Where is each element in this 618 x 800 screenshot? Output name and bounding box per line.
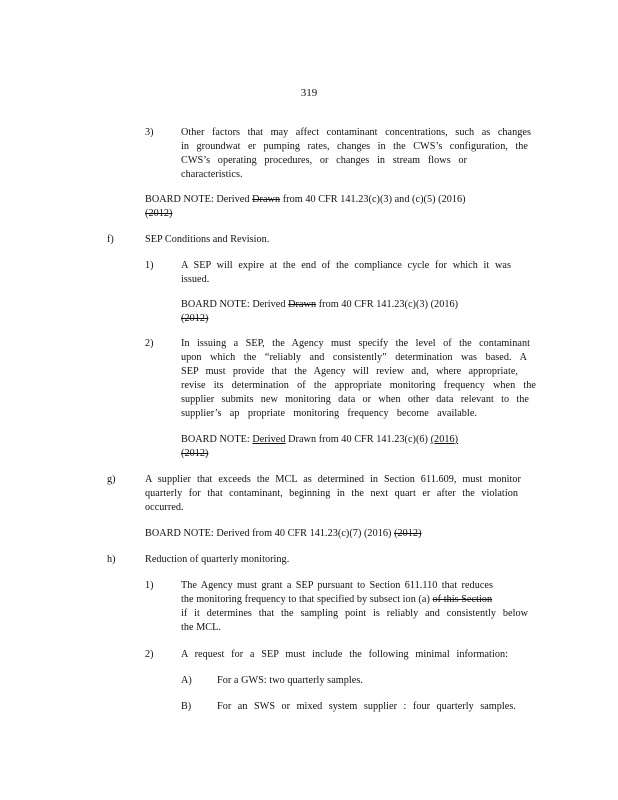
item-label: 2): [145, 649, 154, 660]
paragraph-line: the monitoring frequency to that specified by subsect ion (a) of this Section: [181, 594, 493, 605]
item-label: 1): [145, 260, 154, 271]
section-heading: SEP Conditions and Revision.: [145, 234, 270, 245]
subitem-label: A): [181, 675, 192, 686]
paragraph-line: supplier’s ap propriate monitoring frequency become available.: [181, 408, 477, 419]
deleted-text: (2012): [394, 528, 422, 539]
paragraph-line: SEP must provide that the Agency will review and, where appropriate,: [181, 366, 518, 377]
item-label: 1): [145, 580, 154, 591]
subitem-label: B): [181, 701, 192, 712]
section-label: h): [107, 554, 116, 565]
paragraph-line: In issuing a SEP, the Agency must specify the level of the contaminant: [181, 338, 530, 349]
paragraph-line: Other factors that may affect contaminant concentrations, such as changes: [181, 127, 531, 138]
paragraph-line: For a GWS: two quarterly samples.: [217, 675, 363, 686]
paragraph-line: revise its determination of the appropriate monitoring frequency when the: [181, 380, 536, 391]
section-label: g): [107, 474, 116, 485]
paragraph-line: upon which the “reliably and consistently” determination was based. A: [181, 352, 527, 363]
board-note: BOARD NOTE: Derived Drawn from 40 CFR 141.23(c)(3) (2016): [181, 299, 459, 310]
paragraph-line: if it determines that the sampling point is reliably and consistently below: [181, 608, 528, 619]
paragraph-line: A supplier that exceeds the MCL as determined in Section 611.609, must monitor: [145, 474, 521, 485]
deleted-text: Drawn: [288, 299, 317, 310]
section-label: f): [107, 234, 114, 245]
paragraph-line: A SEP will expire at the end of the compliance cycle for which it was: [181, 260, 511, 271]
paragraph-line: occurred.: [145, 502, 184, 513]
paragraph-line: CWS’s operating procedures, or changes in stream flows or: [181, 155, 467, 166]
paragraph-line: issued.: [181, 274, 210, 285]
paragraph-line: A request for a SEP must include the following minimal information:: [181, 649, 508, 660]
item-label: 2): [145, 338, 154, 349]
paragraph-line: supplier submits new monitoring data or when other data relevant to the: [181, 394, 529, 405]
board-note: BOARD NOTE: Derived Drawn from 40 CFR 141.23(c)(3) and (c)(5) (2016): [145, 194, 466, 205]
deleted-text: of this Section: [432, 594, 493, 605]
board-note-deleted-year: (2012): [181, 313, 209, 324]
paragraph-line: The Agency must grant a SEP pursuant to Section 611.110 that reduces: [181, 580, 493, 591]
inserted-text: Derived: [252, 434, 286, 445]
board-note: BOARD NOTE: Derived Drawn from 40 CFR 141.23(c)(6) (2016): [181, 434, 459, 445]
board-note: BOARD NOTE: Derived from 40 CFR 141.23(c)(7) (2016) (2012): [145, 528, 422, 539]
paragraph-line: quarterly for that contaminant, beginning in the next quart er after the violation: [145, 488, 518, 499]
paragraph-line: characteristics.: [181, 169, 243, 180]
paragraph-line: For an SWS or mixed system supplier : four quarterly samples.: [217, 701, 516, 712]
page-number: 319: [300, 87, 318, 99]
section-heading: Reduction of quarterly monitoring.: [145, 554, 290, 565]
inserted-text: (2016): [430, 434, 459, 445]
paragraph-line: the MCL.: [181, 622, 222, 633]
board-note-deleted-year: (2012): [145, 208, 173, 219]
item-label: 3): [145, 127, 154, 138]
paragraph-line: in groundwat er pumping rates, changes in the CWS’s configuration, the: [181, 141, 528, 152]
board-note-deleted-year: (2012): [181, 448, 209, 459]
deleted-text: Drawn: [252, 194, 281, 205]
